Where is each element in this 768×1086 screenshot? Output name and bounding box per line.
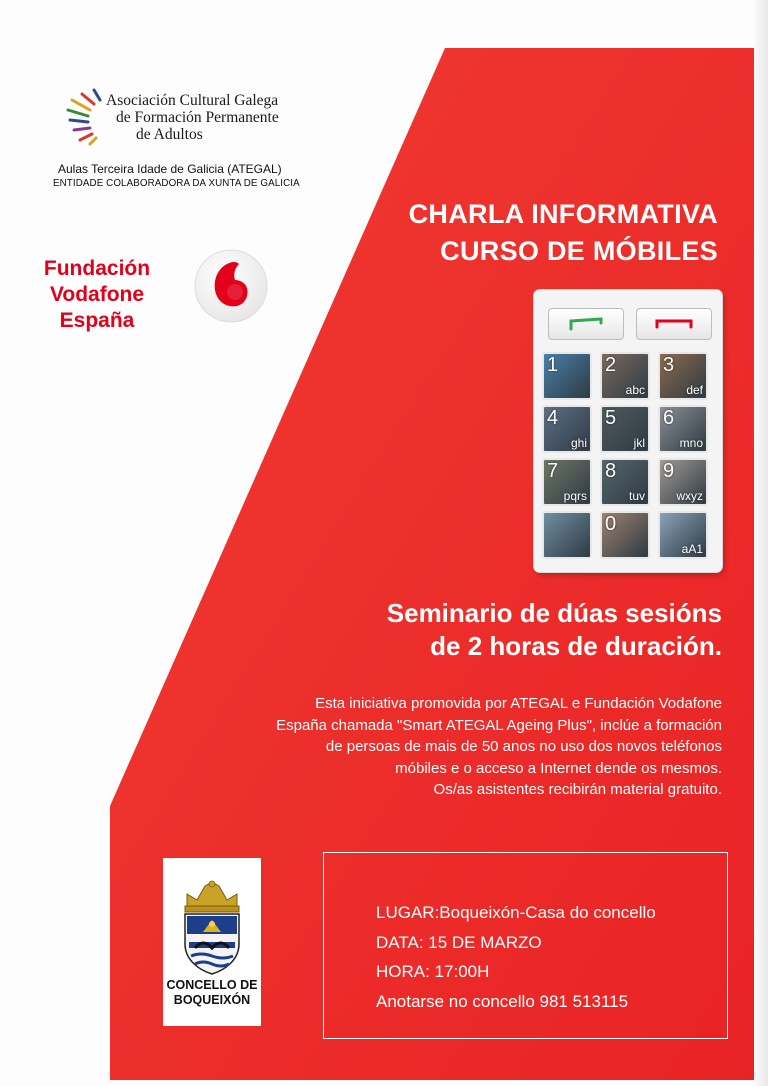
description-line-2: España chamada "Smart ATEGAL Ageing Plus", inclúe a formación (276, 716, 722, 734)
keypad-key-letters: abc (625, 383, 645, 397)
keypad-key-number: 9 (663, 460, 675, 482)
keypad-key-letters: pqrs (563, 489, 587, 503)
association-line-2: de Formación Permanente (116, 109, 279, 126)
keypad-key (658, 511, 708, 559)
sponsor-line-2: Vodafone (49, 283, 145, 306)
keypad-key (542, 511, 592, 559)
keypad-key-number: 5 (605, 407, 617, 429)
keypad-key (600, 405, 650, 453)
title-line-2: CURSO DE MÓBILES (440, 236, 718, 266)
keypad-key-number: 8 (605, 460, 617, 482)
sponsor-line-3: España (59, 309, 135, 332)
keypad-key (600, 352, 650, 400)
phone-keypad-illustration (534, 290, 722, 572)
description-line-4: móbiles e o acceso a Internet dende os mesmos. (395, 759, 722, 777)
keypad-key (658, 458, 708, 506)
event-data: DATA: 15 DE MARZO (376, 932, 542, 952)
concello-logo (163, 858, 261, 1026)
event-anotarse: Anotarse no concello 981 513115 (376, 991, 629, 1011)
description-paragraph (276, 693, 722, 801)
keypad-key (658, 352, 708, 400)
association-line-1: Asociación Cultural Galega (106, 92, 279, 109)
seminario-line-2: de 2 horas de duración. (430, 631, 722, 661)
title-line-1: CHARLA INFORMATIVA (408, 199, 718, 229)
keypad-key (542, 352, 592, 400)
association-name (106, 92, 279, 143)
keypad-key-letters: ghi (570, 436, 587, 450)
keypad-key (600, 511, 650, 559)
entidade-text: ENTIDADE COLABORADORA DA XUNTA DE GALICIA (53, 178, 300, 189)
association-line-3: de Adultos (136, 126, 203, 143)
keypad-key-number: 1 (547, 354, 559, 376)
keypad-key (600, 458, 650, 506)
description-line-5: Os/as asistentes recibirán material gratuito. (433, 781, 722, 798)
poster-title (409, 196, 718, 270)
call-button-icon (548, 308, 624, 340)
description-line-1: Esta iniciativa promovida por ATEGAL e Fundación Vodafone (315, 695, 722, 712)
description-line-3: de persoas de mais de 50 anos no uso dos novos teléfonos (325, 738, 722, 755)
boqueixon-crest-icon (173, 878, 251, 976)
concello-line-1: CONCELLO DE (166, 978, 258, 992)
concello-line-2: BOQUEIXÓN (173, 993, 251, 1007)
sponsor-line-1: Fundación (43, 257, 151, 280)
keypad-key-number: 2 (605, 354, 617, 376)
hangup-button-icon (636, 308, 712, 340)
keypad-key (542, 405, 592, 453)
event-info (376, 898, 656, 1016)
keypad-key (542, 458, 592, 506)
keypad-key-letters: mno (679, 436, 703, 450)
ategal-feather-logo-icon (64, 86, 108, 148)
event-lugar: LUGAR:Boqueixón-Casa do concello (376, 903, 656, 922)
keypad-key-letters: wxyz (676, 489, 703, 503)
fundacion-vodafone-name (38, 256, 156, 334)
event-hora: HORA: 17:00H (376, 962, 490, 981)
concello-name (163, 978, 261, 1008)
seminario-line-1: Seminario de dúas sesións (386, 598, 722, 628)
keypad-key-number: 7 (547, 460, 559, 482)
keypad-key-letters: tuv (628, 489, 645, 503)
vodafone-logo-icon (193, 248, 269, 324)
keypad-key-number: 0 (605, 513, 617, 535)
aulas-text: Aulas Terceira Idade de Galicia (ATEGAL) (58, 162, 282, 176)
page-edge (754, 0, 768, 1086)
keypad-key-number: 3 (663, 354, 675, 376)
seminario-heading (387, 597, 722, 663)
keypad-key-letters: def (686, 383, 703, 397)
keypad-key-letters: aA1 (681, 542, 703, 556)
keypad-key-letters: jkl (633, 436, 645, 450)
keypad-key-number: 4 (547, 407, 559, 429)
keypad-key (658, 405, 708, 453)
keypad-key-number: 6 (663, 407, 675, 429)
